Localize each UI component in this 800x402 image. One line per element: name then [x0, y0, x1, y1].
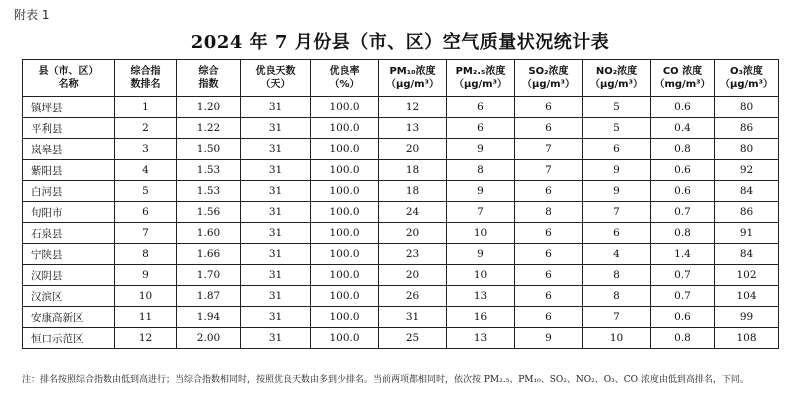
cell-good-days: 31 [241, 307, 311, 328]
cell-index: 1.87 [177, 286, 241, 307]
cell-co: 0.6 [651, 97, 715, 118]
cell-co: 1.4 [651, 244, 715, 265]
cell-good-days: 31 [241, 244, 311, 265]
column-header-line1: 综合 [198, 66, 219, 77]
column-header-line2: （μg/m³） [386, 79, 439, 90]
column-header [23, 60, 115, 97]
cell-no2: 6 [583, 139, 651, 160]
column-header-line2: （mg/m³） [654, 79, 711, 90]
cell-pm10: 23 [379, 244, 447, 265]
cell-co: 0.6 [651, 307, 715, 328]
cell-rank: 9 [115, 265, 177, 286]
cell-so2: 8 [515, 202, 583, 223]
column-header [715, 60, 779, 97]
cell-pm10: 13 [379, 118, 447, 139]
cell-index: 1.22 [177, 118, 241, 139]
cell-pm25: 9 [447, 244, 515, 265]
column-header-line2: （天） [260, 79, 291, 90]
cell-so2: 6 [515, 265, 583, 286]
table-row [23, 223, 779, 244]
cell-pm10: 18 [379, 181, 447, 202]
column-header [583, 60, 651, 97]
cell-so2: 6 [515, 97, 583, 118]
cell-o3: 84 [715, 181, 779, 202]
cell-co: 0.4 [651, 118, 715, 139]
cell-good-days: 31 [241, 286, 311, 307]
table-header-row [23, 60, 779, 97]
cell-index: 1.53 [177, 181, 241, 202]
cell-pm10: 20 [379, 223, 447, 244]
cell-pm10: 20 [379, 265, 447, 286]
column-header-line1: 县（市、区） [38, 66, 99, 77]
cell-o3: 86 [715, 202, 779, 223]
cell-pm25: 9 [447, 181, 515, 202]
column-header [447, 60, 515, 97]
column-header-line2: 数排名 [130, 79, 161, 90]
cell-index: 1.50 [177, 139, 241, 160]
cell-pm25: 8 [447, 160, 515, 181]
cell-county: 平利县 [23, 118, 115, 139]
cell-good-rate: 100.0 [311, 181, 379, 202]
cell-pm10: 25 [379, 328, 447, 349]
column-header-line2: 指数 [198, 79, 219, 90]
cell-index: 1.53 [177, 160, 241, 181]
table-row [23, 265, 779, 286]
cell-co: 0.8 [651, 328, 715, 349]
cell-county: 白河县 [23, 181, 115, 202]
table-row [23, 286, 779, 307]
cell-county: 安康高新区 [23, 307, 115, 328]
cell-good-rate: 100.0 [311, 265, 379, 286]
cell-co: 0.7 [651, 202, 715, 223]
table-row [23, 97, 779, 118]
cell-no2: 10 [583, 328, 651, 349]
cell-good-days: 31 [241, 181, 311, 202]
cell-pm10: 12 [379, 97, 447, 118]
table-body [23, 97, 779, 349]
cell-pm10: 26 [379, 286, 447, 307]
cell-co: 0.6 [651, 160, 715, 181]
cell-good-rate: 100.0 [311, 118, 379, 139]
cell-o3: 99 [715, 307, 779, 328]
cell-index: 1.20 [177, 97, 241, 118]
column-header [241, 60, 311, 97]
cell-index: 1.66 [177, 244, 241, 265]
cell-co: 0.8 [651, 139, 715, 160]
column-header [651, 60, 715, 97]
cell-no2: 4 [583, 244, 651, 265]
cell-index: 1.60 [177, 223, 241, 244]
cell-no2: 6 [583, 223, 651, 244]
cell-rank: 11 [115, 307, 177, 328]
table-row [23, 118, 779, 139]
cell-no2: 8 [583, 286, 651, 307]
cell-good-rate: 100.0 [311, 160, 379, 181]
cell-co: 0.8 [651, 223, 715, 244]
column-header-line1: SO₂浓度 [528, 66, 569, 77]
column-header-line2: 名称 [58, 79, 79, 90]
cell-county: 镇坪县 [23, 97, 115, 118]
cell-good-days: 31 [241, 139, 311, 160]
table-row [23, 244, 779, 265]
cell-no2: 7 [583, 307, 651, 328]
cell-good-rate: 100.0 [311, 97, 379, 118]
cell-good-days: 31 [241, 97, 311, 118]
cell-o3: 102 [715, 265, 779, 286]
cell-county: 旬阳市 [23, 202, 115, 223]
cell-good-days: 31 [241, 160, 311, 181]
cell-rank: 1 [115, 97, 177, 118]
table-row [23, 181, 779, 202]
cell-co: 0.7 [651, 265, 715, 286]
cell-o3: 91 [715, 223, 779, 244]
cell-so2: 6 [515, 223, 583, 244]
cell-so2: 6 [515, 181, 583, 202]
cell-good-rate: 100.0 [311, 223, 379, 244]
column-header [115, 60, 177, 97]
cell-o3: 86 [715, 118, 779, 139]
cell-pm25: 16 [447, 307, 515, 328]
table-row [23, 160, 779, 181]
column-header-line2: （μg/m³） [454, 79, 507, 90]
cell-so2: 6 [515, 286, 583, 307]
cell-county: 恒口示范区 [23, 328, 115, 349]
cell-o3: 84 [715, 244, 779, 265]
cell-no2: 5 [583, 97, 651, 118]
cell-no2: 9 [583, 181, 651, 202]
cell-rank: 8 [115, 244, 177, 265]
cell-rank: 12 [115, 328, 177, 349]
cell-good-days: 31 [241, 118, 311, 139]
cell-pm10: 31 [379, 307, 447, 328]
cell-pm25: 10 [447, 265, 515, 286]
cell-good-days: 31 [241, 265, 311, 286]
cell-pm10: 18 [379, 160, 447, 181]
cell-o3: 92 [715, 160, 779, 181]
cell-o3: 104 [715, 286, 779, 307]
column-header-line2: （%） [329, 79, 360, 90]
cell-so2: 7 [515, 139, 583, 160]
column-header-line2: （μg/m³） [720, 79, 773, 90]
cell-o3: 80 [715, 139, 779, 160]
cell-index: 1.94 [177, 307, 241, 328]
cell-county: 宁陕县 [23, 244, 115, 265]
cell-county: 汉阴县 [23, 265, 115, 286]
column-header [177, 60, 241, 97]
cell-no2: 9 [583, 160, 651, 181]
cell-so2: 6 [515, 307, 583, 328]
cell-co: 0.6 [651, 181, 715, 202]
cell-county: 岚皋县 [23, 139, 115, 160]
cell-pm25: 7 [447, 202, 515, 223]
cell-county: 石泉县 [23, 223, 115, 244]
cell-good-rate: 100.0 [311, 286, 379, 307]
cell-no2: 7 [583, 202, 651, 223]
cell-pm25: 13 [447, 286, 515, 307]
cell-county: 紫阳县 [23, 160, 115, 181]
column-header-line2: （μg/m³） [522, 79, 575, 90]
cell-rank: 10 [115, 286, 177, 307]
column-header [515, 60, 583, 97]
cell-rank: 5 [115, 181, 177, 202]
cell-good-rate: 100.0 [311, 244, 379, 265]
table-row [23, 328, 779, 349]
cell-pm25: 9 [447, 139, 515, 160]
cell-index: 2.00 [177, 328, 241, 349]
cell-good-rate: 100.0 [311, 139, 379, 160]
cell-pm25: 6 [447, 97, 515, 118]
cell-pm10: 20 [379, 139, 447, 160]
cell-good-days: 31 [241, 328, 311, 349]
cell-pm10: 24 [379, 202, 447, 223]
column-header-line1: PM₂.₅浓度 [455, 66, 506, 77]
table-row [23, 307, 779, 328]
column-header-line1: 优良天数 [255, 66, 296, 77]
column-header-line2: （μg/m³） [590, 79, 643, 90]
cell-so2: 6 [515, 244, 583, 265]
cell-rank: 2 [115, 118, 177, 139]
cell-no2: 8 [583, 265, 651, 286]
cell-index: 1.56 [177, 202, 241, 223]
column-header-line1: NO₂浓度 [595, 66, 638, 77]
table-footnote: 注：排名按照综合指数由低到高进行；当综合指数相同时，按照优良天数由多到少排名。当前两项都相同时，依次按 PM₂.₅、PM₁₀、SO₂、NO₂、O₃、CO 浓度由低到高排名，下同。 [22, 375, 749, 385]
cell-good-rate: 100.0 [311, 202, 379, 223]
cell-rank: 7 [115, 223, 177, 244]
column-header-line1: PM₁₀浓度 [389, 66, 436, 77]
air-quality-table [22, 59, 779, 349]
cell-index: 1.70 [177, 265, 241, 286]
cell-good-days: 31 [241, 223, 311, 244]
cell-rank: 3 [115, 139, 177, 160]
cell-so2: 7 [515, 160, 583, 181]
cell-county: 汉滨区 [23, 286, 115, 307]
column-header [379, 60, 447, 97]
column-header-line1: 优良率 [329, 66, 360, 77]
cell-rank: 6 [115, 202, 177, 223]
column-header-line1: CO 浓度 [662, 66, 703, 77]
cell-pm25: 10 [447, 223, 515, 244]
cell-pm25: 6 [447, 118, 515, 139]
table-row [23, 139, 779, 160]
cell-co: 0.7 [651, 286, 715, 307]
appendix-label: 附表 1 [14, 8, 50, 22]
cell-o3: 108 [715, 328, 779, 349]
cell-good-rate: 100.0 [311, 307, 379, 328]
table-row [23, 202, 779, 223]
cell-no2: 5 [583, 118, 651, 139]
cell-good-rate: 100.0 [311, 328, 379, 349]
column-header-line1: 综合指 [130, 66, 161, 77]
column-header [311, 60, 379, 97]
cell-rank: 4 [115, 160, 177, 181]
cell-o3: 80 [715, 97, 779, 118]
cell-pm25: 13 [447, 328, 515, 349]
cell-so2: 6 [515, 118, 583, 139]
cell-good-days: 31 [241, 202, 311, 223]
cell-so2: 9 [515, 328, 583, 349]
document-title: 2024 年 7 月份县（市、区）空气质量状况统计表 [190, 32, 610, 53]
column-header-line1: O₃浓度 [730, 66, 763, 77]
